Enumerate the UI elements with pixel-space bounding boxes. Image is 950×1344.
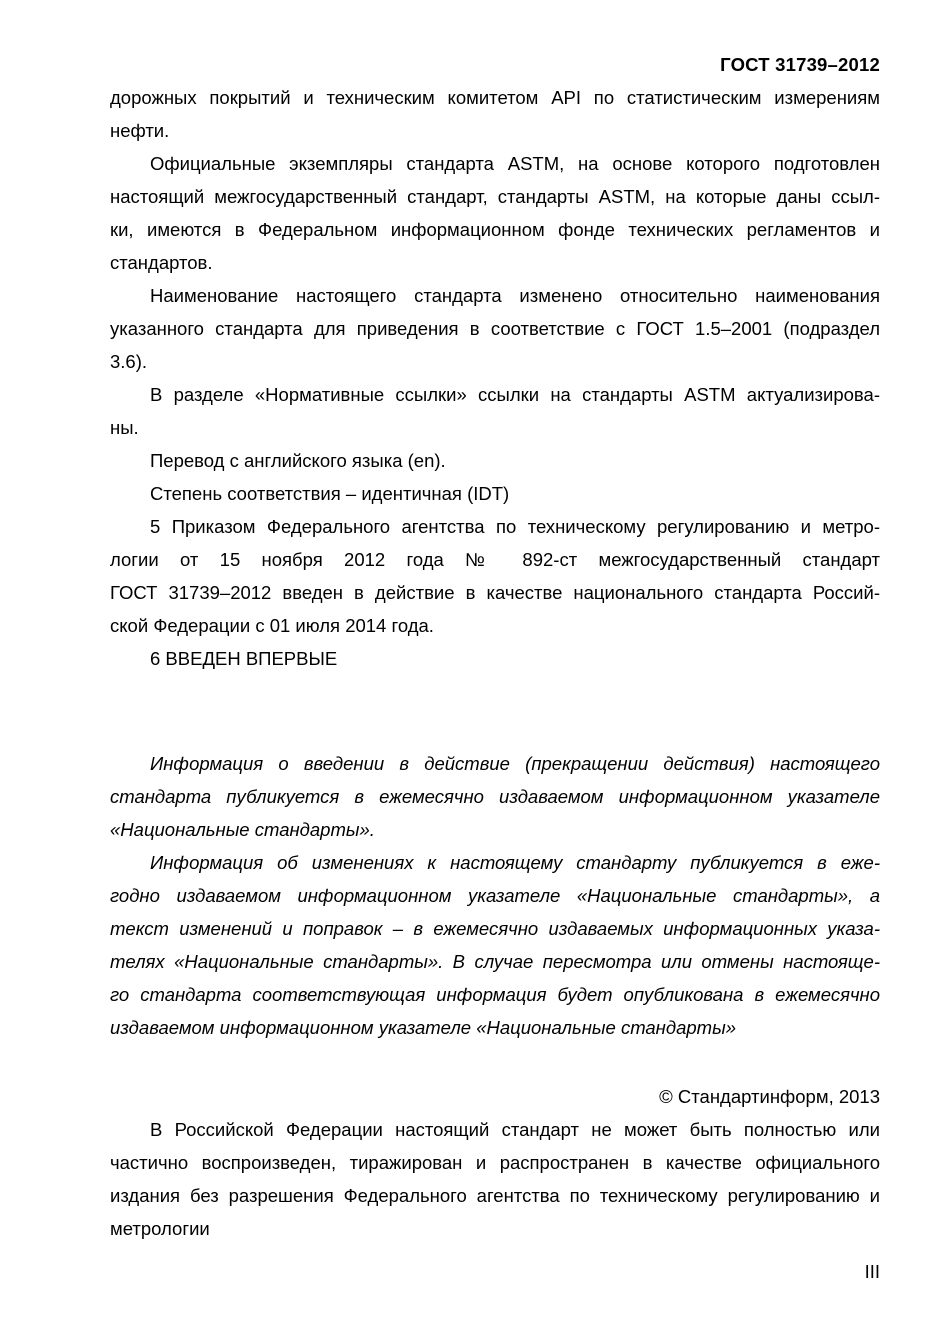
text-line: логии от 15 ноября 2012 года № 892-ст межгосударственный стандарт — [110, 549, 880, 570]
paragraph — [110, 444, 880, 477]
document-content — [110, 48, 880, 1245]
paragraph — [110, 378, 880, 444]
text-line: В разделе «Нормативные ссылки» ссылки на стандарты ASTM актуализирова- — [150, 384, 880, 405]
text-line: 5 Приказом Федерального агентства по техническому регулированию и метро- — [150, 516, 880, 537]
text-line: ГОСТ 31739–2012 введен в действие в качестве национального стандарта Россий- — [110, 582, 880, 603]
text-line: стандартов. — [110, 252, 213, 273]
paragraph — [110, 1113, 880, 1245]
paragraph — [110, 1080, 880, 1113]
text-line: ской Федерации с 01 июля 2014 года. — [110, 615, 434, 636]
text-line: указанного стандарта для приведения в соответствие с ГОСТ 1.5–2001 (подраздел — [110, 318, 880, 339]
text-line: 3.6). — [110, 351, 148, 372]
text-line: В Российской Федерации настоящий стандарт не может быть полностью или — [150, 1119, 880, 1140]
text-line: настоящий межгосударственный стандарт, стандарты ASTM, на которые даны ссыл- — [110, 186, 880, 207]
text-line: стандарта публикуется в ежемесячно издаваемом информационном указателе — [110, 786, 880, 807]
text-line: частично воспроизведен, тиражирован и распространен в качестве официального — [110, 1152, 880, 1173]
document-body — [110, 81, 880, 1245]
text-line: 6 ВВЕДЕН ВПЕРВЫЕ — [150, 648, 338, 669]
text-line: Наименование настоящего стандарта изменено относительно наименования — [150, 285, 880, 306]
text-line: нефти. — [110, 120, 170, 141]
paragraph — [110, 147, 880, 279]
paragraph — [110, 81, 880, 147]
paragraph — [110, 477, 880, 510]
paragraph — [110, 510, 880, 642]
text-line: «Национальные стандарты». — [110, 819, 375, 840]
text-line: телях «Национальные стандарты». В случае пересмотра или отмены настояще- — [110, 951, 880, 972]
text-line: годно издаваемом информационном указателе «Национальные стандарты», а — [110, 885, 880, 906]
text-line: ны. — [110, 417, 139, 438]
paragraph — [110, 642, 880, 675]
text-line: Информация об изменениях к настоящему стандарту публикуется в еже- — [150, 852, 880, 873]
page-number: III — [864, 1261, 880, 1282]
text-line: Информация о введении в действие (прекращении действия) настоящего — [150, 753, 880, 774]
text-line: текст изменений и поправок – в ежемесячно издаваемых информационных указа- — [110, 918, 880, 939]
text-line: метрологии — [110, 1218, 210, 1239]
text-line: Степень соответствия – идентичная (IDT) — [150, 483, 510, 504]
paragraph — [110, 846, 880, 1044]
text-line: дорожных покрытий и техническим комитетом API по статистическим измерениям — [110, 87, 880, 108]
document-code-header: ГОСТ 31739–2012 — [720, 54, 880, 75]
text-line: го стандарта соответствующая информация будет опубликована в ежемесячно — [110, 984, 880, 1005]
text-line: © Стандартинформ, 2013 — [659, 1086, 880, 1107]
text-line: издания без разрешения Федерального агентства по техническому регулированию и — [110, 1185, 880, 1206]
text-line: Официальные экземпляры стандарта ASTM, на основе которого подготовлен — [150, 153, 880, 174]
paragraph — [110, 747, 880, 846]
text-line: издаваемом информационном указателе «Национальные стандарты» — [110, 1017, 736, 1038]
text-line: ки, имеются в Федеральном информационном фонде технических регламентов и — [110, 219, 880, 240]
text-line: Перевод с английского языка (en). — [150, 450, 446, 471]
paragraph — [110, 279, 880, 378]
